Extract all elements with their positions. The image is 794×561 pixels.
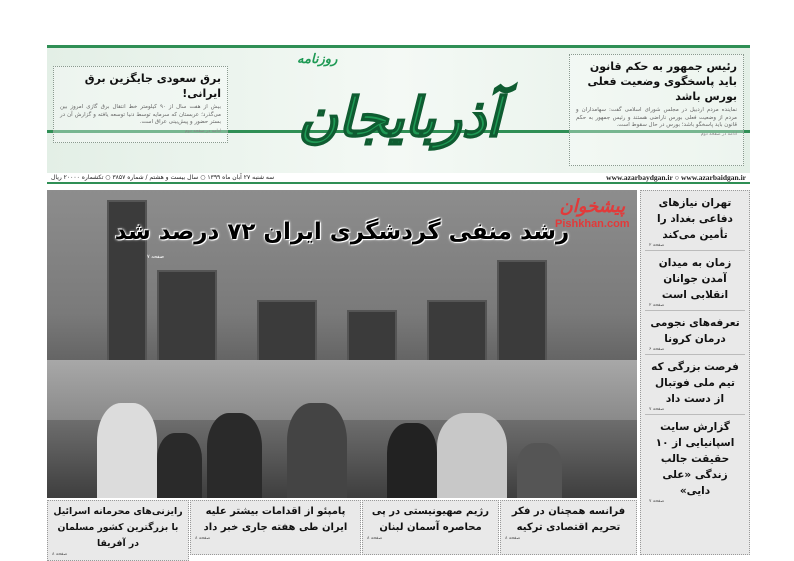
page-ref: صفحه ۷ (649, 499, 665, 504)
teaser-body: نماینده مردم اردبیل در مجلس شورای اسلامی گفت: سهامداران و مردم از وضعیت فعلی بورس ناراضی هستند و رئیس جمهور به حکم قانون باید پاسخگو باشد؛ بورس در حال سقوط است. (576, 107, 737, 128)
teaser-box-left[interactable] (53, 66, 228, 143)
page-ref: صفحه ۸ (195, 536, 211, 541)
teaser-title: رئیس جمهور به حکم قانون باید پاسخگوی وضعیت فعلی بورس باشد (587, 60, 737, 103)
tourist (207, 413, 262, 498)
date-line: سه شنبه ۲۷ آبان ماه ۱۳۹۹ ○ سال بیست و هشتم / شماره ۳۸۵۷ ○ تکشماره ۲۰۰۰۰ ریال (51, 173, 275, 181)
sidebar-item-title: تهران نیازهای دفاعی بغداد را تأمین می‌کند (657, 197, 733, 241)
date-strip (47, 172, 750, 184)
bottom-item-title: فرانسه همچنان در فکر تحریم اقتصادی ترکیه (511, 506, 626, 533)
website-links[interactable]: www.azarbaydgan.ir ○ www.azarbaidgan.ir (606, 172, 746, 182)
bottom-news-item[interactable] (190, 500, 361, 555)
teaser-box-right[interactable] (569, 54, 744, 166)
logo-prefix: روزنامه (297, 52, 338, 67)
page-ref: صفحه ۷ (649, 407, 665, 412)
teaser-body: بیش از هفت سال از ۹۰ کیلومتر خط انتقال برق گازی امروز بین می‌گذرد؛ عربستان که سرمایه توسط دنیا توسعه یافته و گزارش آن در بستر حضور و پیش‌بینی عراق است. (60, 104, 221, 125)
logo-main: آذربایجان (298, 85, 501, 149)
teaser-ref: ادامه در صفحه دوم (700, 131, 737, 137)
page-ref: صفحه ۸ (505, 536, 521, 541)
watermark-en: Pishkhan.com (555, 218, 630, 230)
teaser-ref: ادامه در صفحه دوم (184, 128, 221, 134)
page-ref: صفحه ۸ (367, 536, 383, 541)
sidebar-item-title: فرصت بزرگی که تیم ملی فوتبال از دست داد (651, 361, 739, 405)
main-headline[interactable]: رشد منفی گردشگری ایران ۷۲ درصد شد (114, 219, 570, 245)
tourist (437, 413, 507, 498)
page-ref: صفحه ۲ (649, 243, 665, 248)
tourist (517, 443, 562, 498)
teaser-title: برق سعودی جایگزین برق ایرانی! (84, 72, 221, 100)
page-ref: صفحه ۲ (649, 303, 665, 308)
sidebar-item-title: تعرفه‌های نجومی درمان کرونا (650, 317, 740, 345)
sidebar-item[interactable] (645, 355, 745, 415)
tourist (157, 433, 202, 498)
page-ref: صفحه ۸ (52, 552, 68, 557)
tourist (97, 403, 157, 498)
tourist (387, 423, 437, 498)
watermark-fa: پیشخوان (559, 196, 626, 217)
page-ref: صفحه ۶ (649, 347, 665, 352)
sidebar-item[interactable] (645, 251, 745, 311)
sidebar-item[interactable] (645, 191, 745, 251)
masthead (47, 45, 750, 173)
bottom-item-title: رایزنی‌های محرمانه اسرائیل با بزرگترین کشور مسلمان در آفریقا (53, 506, 183, 549)
bottom-item-title: پامپئو از اقدامات بیشتر علیه ایران طی هفته جاری خبر داد (203, 506, 348, 533)
tourist (287, 403, 347, 498)
pishkhan-watermark (555, 196, 630, 231)
bottom-news-item[interactable] (47, 500, 189, 561)
sidebar-item-title: گزارش سایت اسپانیایی از ۱۰ حقیقت جالب زندگی «علی دایی» (655, 421, 735, 497)
newspaper-logo (237, 52, 562, 170)
sidebar-news (640, 190, 750, 555)
sidebar-item-title: زمان به میدان آمدن جوانان انقلابی است (658, 257, 732, 301)
column-ruin (497, 260, 547, 370)
column-ruin (157, 270, 217, 370)
bottom-news-item[interactable] (500, 500, 637, 555)
bottom-news-item[interactable] (362, 500, 499, 555)
sidebar-item[interactable] (645, 415, 745, 506)
sidebar-item[interactable] (645, 311, 745, 355)
main-photo[interactable] (47, 190, 637, 498)
headline-page-ref: صفحه ۷ (147, 254, 164, 260)
bottom-item-title: رژیم صهیونیستی در پی محاصره آسمان لبنان (371, 506, 490, 533)
